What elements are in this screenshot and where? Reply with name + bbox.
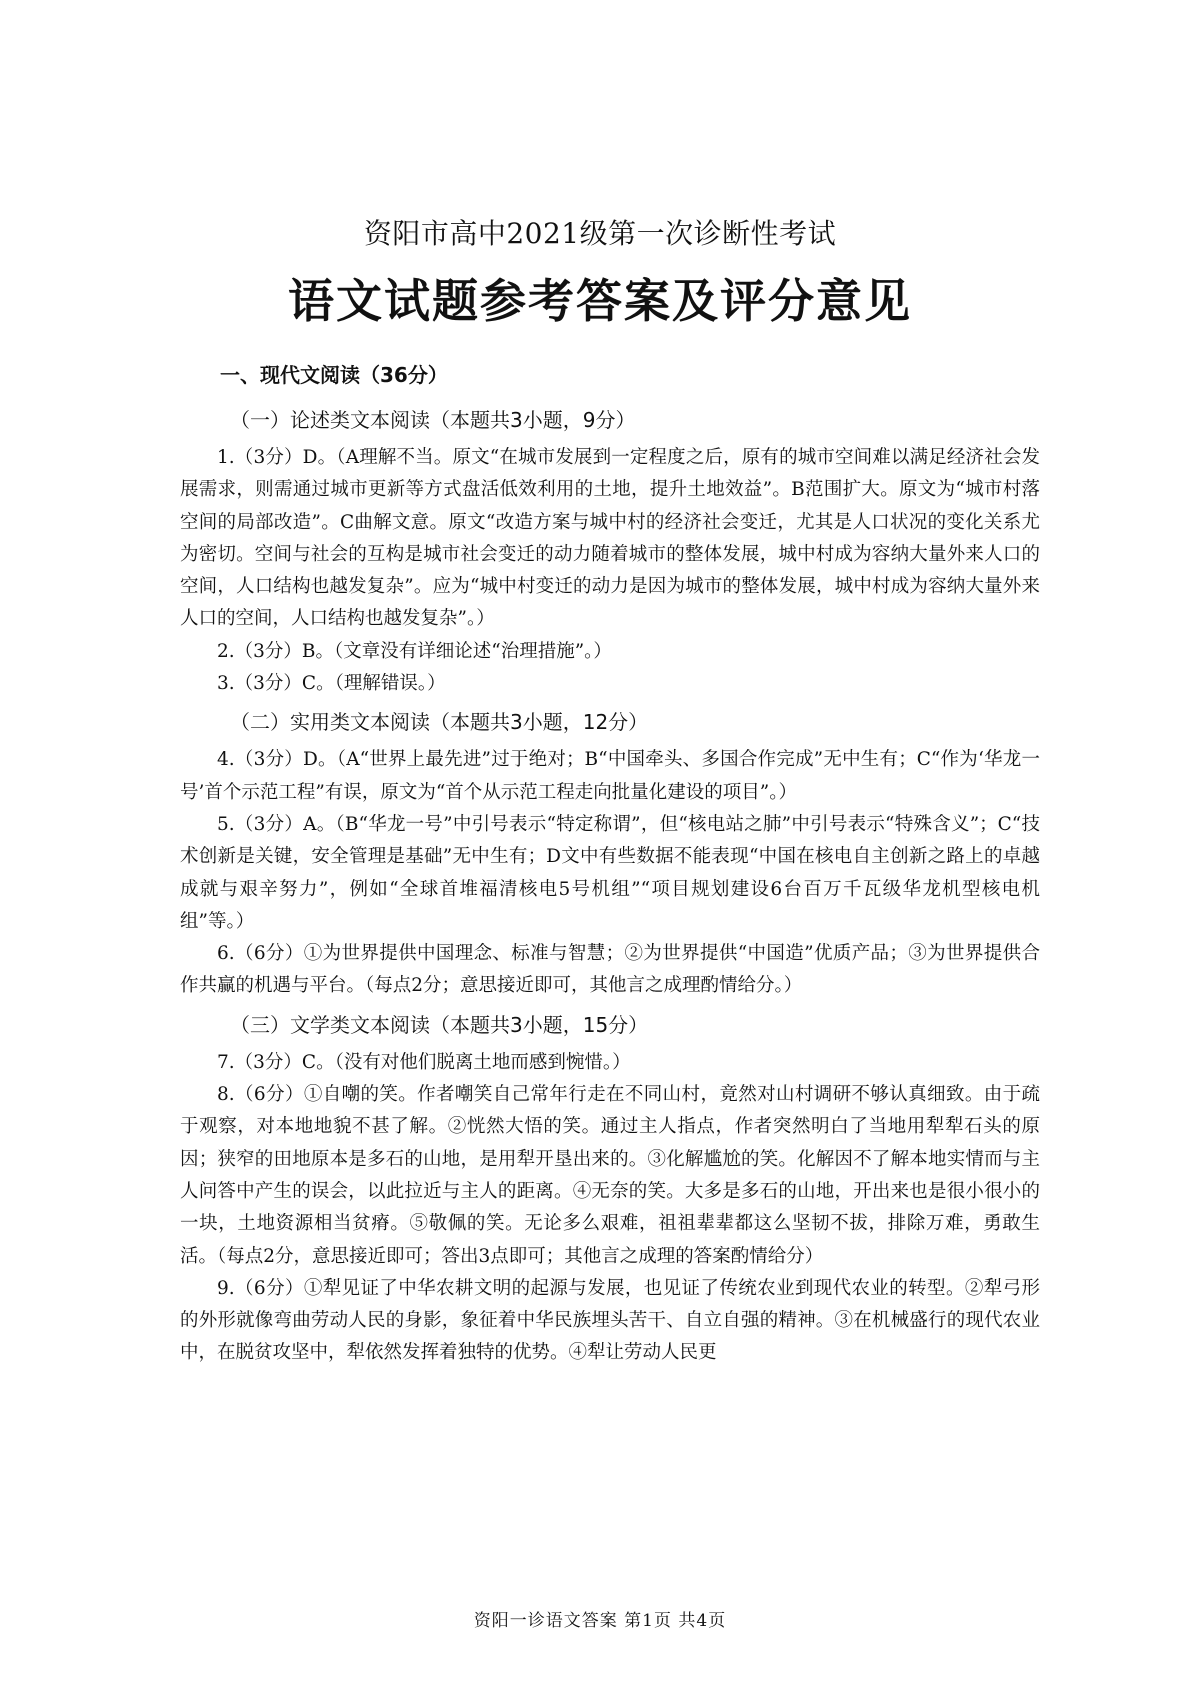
answer-content — [180, 352, 1040, 1370]
answer-q9: 9.（6分）①犁见证了中华农耕文明的起源与发展，也见证了传统农业到现代农业的转型。②犁弓形的外形就像弯曲劳动人民的身影，象征着中华民族埋头苦干、自立自强的精神。③在机械盛行的现代农业中，在脱贫攻坚中，犁依然发挥着独特的优势。④犁让劳动人民更 — [180, 1277, 1040, 1364]
part-heading-practical: （二）实用类文本阅读（本题共3小题，12分） — [230, 710, 649, 735]
answer-q2: 2.（3分）B。（文章没有详细论述“治理措施”。） — [217, 640, 612, 662]
answer-q5: 5.（3分）A。（B“华龙一号”中引号表示“特定称谓”，但“核电站之肺”中引号表示“特殊含义”；C“技术创新是关键，安全管理是基础”无中生有；D文中有些数据不能表现“中国在核电自主创新之路上的卓越成就与艰辛努力”，例如“全球首堆福清核电5号机组”“项目规划建设6台百万千瓦级华龙机型核电机组”等。） — [180, 813, 1040, 932]
answer-q4: 4.（3分）D。（A“世界上最先进”过于绝对；B“中国牵头、多国合作完成”无中生有；C“作为‘华龙一号’首个示范工程”有误，原文为“首个从示范工程走向批量化建设的项目”。） — [180, 749, 1040, 803]
part-heading-argumentative: （一）论述类文本阅读（本题共3小题，9分） — [230, 408, 636, 432]
answer-q3: 3.（3分）C。（理解错误。） — [217, 673, 446, 695]
page-footer: 资阳一诊语文答案 第1页 共4页 — [473, 1611, 727, 1631]
exam-subtitle: 资阳市高中2021级第一次诊断性考试 — [363, 217, 837, 250]
answer-q8: 8.（6分）①自嘲的笑。作者嘲笑自己常年行走在不同山村，竟然对山村调研不够认真细致。由于疏于观察，对本地地貌不甚了解。②恍然大悟的笑。通过主人指点，作者突然明白了当地用犁犁石头的原因；狭窄的田地原本是多石的山地，是用犁开垦出来的。③化解尴尬的笑。化解因不了解本地实情而与主人问答中产生的误会，以此拉近与主人的距离。④无奈的笑。大多是多石的山地，开出来也是很小很小的一块，土地资源相当贫瘠。⑤敬佩的笑。无论多么艰难，祖祖辈辈都这么坚韧不拔，排除万难，勇敢生活。（每点2分，意思接近即可；答出3点即可；其他言之成理的答案酌情给分） — [180, 1084, 1040, 1267]
answer-q1: 1.（3分）D。（A理解不当。原文“在城市发展到一定程度之后，原有的城市空间难以满足经济社会发展需求，则需通过城市更新等方式盘活低效利用的土地，提升土地效益”。B范围扩大。原文为“城市村落空间的局部改造”。C曲解文意。原文“改造方案与城中村的经济社会变迁，尤其是人口状况的变化关系尤为密切。空间与社会的互构是城市社会变迁的动力随着城市的整体发展，城中村成为容纳大量外来人口的空间，人口结构也越发复杂”。应为“城中村变迁的动力是因为城市的整体发展，城中村成为容纳大量外来人口的空间，人口结构也越发复杂”。） — [180, 447, 1040, 630]
answer-q6: 6.（6分）①为世界提供中国理念、标准与智慧；②为世界提供“中国造”优质产品；③为世界提供合作共赢的机遇与平台。（每点2分；意思接近即可，其他言之成理酌情给分。） — [180, 943, 1040, 997]
section-heading-reading: 一、现代文阅读（36分） — [220, 363, 448, 387]
part-heading-literary: （三）文学类文本阅读（本题共3小题，15分） — [230, 1012, 649, 1037]
page-title: 语文试题参考答案及评分意见 — [288, 274, 912, 328]
answer-q7: 7.（3分）C。（没有对他们脱离土地而感到惋惜。） — [217, 1051, 631, 1073]
